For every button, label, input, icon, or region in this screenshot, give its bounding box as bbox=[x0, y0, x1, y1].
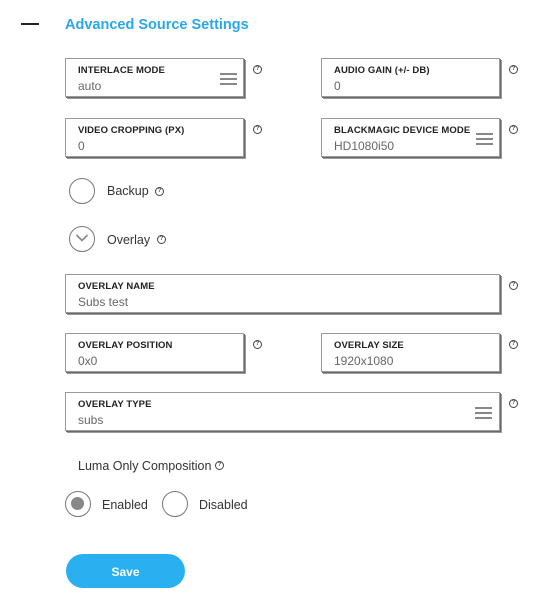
help-icon[interactable]: ? bbox=[509, 125, 518, 134]
field-value: subs bbox=[78, 413, 104, 427]
help-icon[interactable]: ? bbox=[157, 235, 166, 244]
field-label: BLACKMAGIC DEVICE MODE bbox=[334, 125, 471, 136]
overlay-label: Overlay bbox=[107, 233, 151, 247]
backup-checkbox[interactable] bbox=[69, 178, 95, 204]
luma-disabled-radio[interactable] bbox=[162, 491, 188, 517]
overlay-name-field[interactable] bbox=[65, 274, 500, 313]
menu-icon[interactable] bbox=[475, 407, 492, 418]
luma-enabled-radio[interactable] bbox=[65, 491, 91, 517]
luma-composition-label: Luma Only Composition bbox=[78, 459, 212, 473]
field-label: OVERLAY TYPE bbox=[78, 399, 152, 410]
overlay-position-field[interactable] bbox=[65, 333, 244, 372]
field-label: INTERLACE MODE bbox=[78, 65, 165, 76]
luma-disabled-label: Disabled bbox=[199, 498, 248, 512]
overlay-size-field[interactable] bbox=[321, 333, 500, 372]
field-value: 0x0 bbox=[78, 354, 98, 368]
help-icon[interactable]: ? bbox=[509, 281, 518, 290]
field-value: 0 bbox=[78, 139, 85, 153]
help-icon[interactable]: ? bbox=[509, 340, 518, 349]
blackmagic-device-mode-select[interactable] bbox=[321, 118, 500, 157]
radio-selected-dot bbox=[71, 497, 84, 510]
section-title: Advanced Source Settings bbox=[65, 17, 249, 33]
overlay-type-select[interactable] bbox=[65, 392, 500, 431]
field-label: OVERLAY NAME bbox=[78, 281, 155, 292]
field-value: HD1080i50 bbox=[334, 139, 395, 153]
field-label: OVERLAY POSITION bbox=[78, 340, 173, 351]
audio-gain-field[interactable] bbox=[321, 58, 500, 97]
interlace-mode-select[interactable] bbox=[65, 58, 244, 97]
help-icon[interactable]: ? bbox=[253, 125, 262, 134]
help-icon[interactable]: ? bbox=[253, 65, 262, 74]
backup-label: Backup bbox=[107, 184, 149, 198]
help-icon[interactable]: ? bbox=[155, 187, 164, 196]
menu-icon[interactable] bbox=[476, 133, 493, 144]
field-value: 1920x1080 bbox=[334, 354, 394, 368]
save-button[interactable]: Save bbox=[66, 554, 185, 588]
help-icon[interactable]: ? bbox=[509, 399, 518, 408]
field-value: 0 bbox=[334, 79, 341, 93]
collapse-minus-icon[interactable] bbox=[21, 23, 39, 25]
video-cropping-field[interactable] bbox=[65, 118, 244, 157]
check-icon bbox=[75, 233, 89, 243]
field-value: auto bbox=[78, 79, 102, 93]
help-icon[interactable]: ? bbox=[215, 461, 224, 470]
field-label: OVERLAY SIZE bbox=[334, 340, 404, 351]
help-icon[interactable]: ? bbox=[253, 340, 262, 349]
luma-enabled-label: Enabled bbox=[102, 498, 148, 512]
field-value: Subs test bbox=[78, 295, 129, 309]
field-label: VIDEO CROPPING (PX) bbox=[78, 125, 185, 136]
field-label: AUDIO GAIN (+/- DB) bbox=[334, 65, 430, 76]
overlay-checkbox[interactable] bbox=[69, 226, 95, 252]
menu-icon[interactable] bbox=[220, 73, 237, 84]
help-icon[interactable]: ? bbox=[509, 65, 518, 74]
